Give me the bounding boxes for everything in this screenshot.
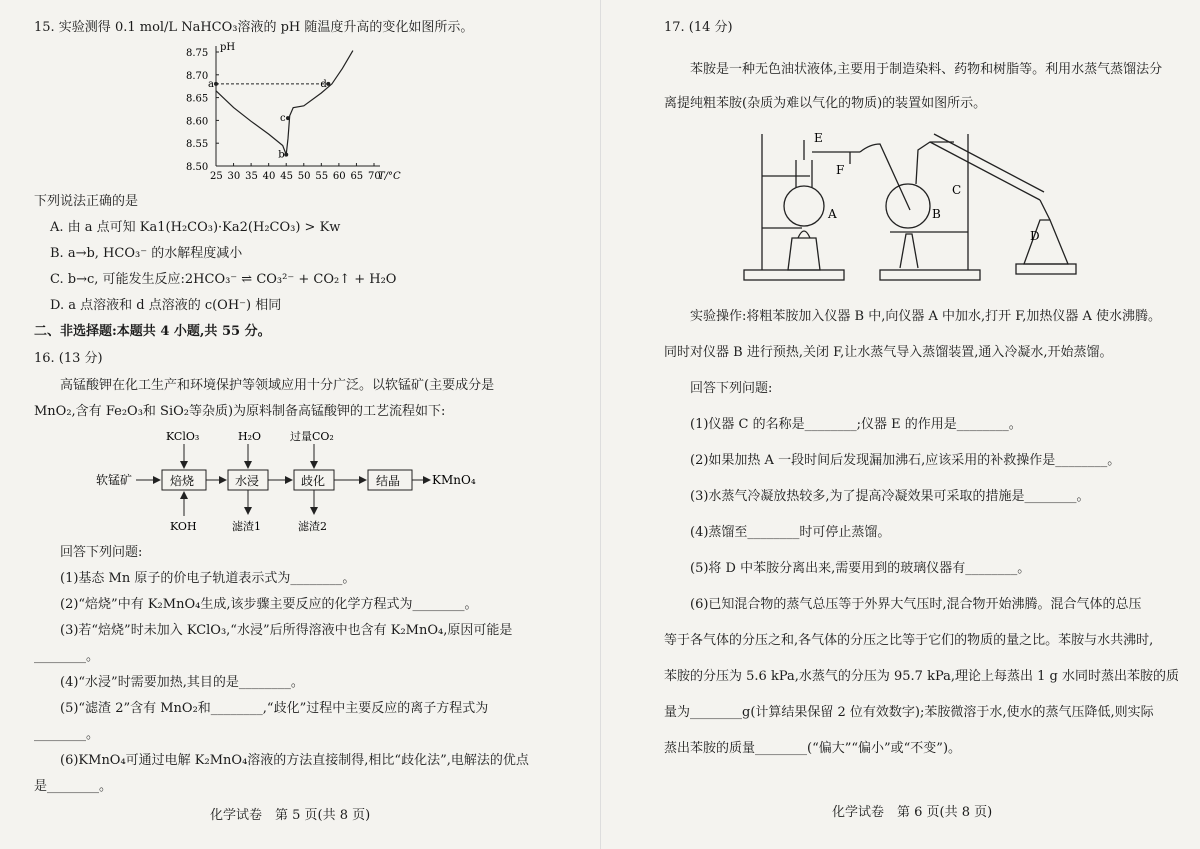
q17-sub-6-line-3: 苯胺的分压为 5.6 kPa,水蒸气的分压为 95.7 kPa,理论上每蒸出 1 g 水同时蒸出苯胺的质 bbox=[664, 669, 1179, 684]
label-e: E bbox=[814, 131, 823, 145]
q17-operation-1: 实验操作:将粗苯胺加入仪器 B 中,向仪器 A 中加水,打开 F,加热仪器 A 使水沸腾。 bbox=[690, 309, 1162, 324]
q16-sub-6: (6)KMnO₄可通过电解 K₂MnO₄溶液的方法直接制得,相比“歧化法”,电解法的优点 bbox=[60, 753, 529, 768]
point-a bbox=[214, 82, 218, 86]
label-a: A bbox=[828, 207, 837, 221]
steam-inlet-tube bbox=[860, 144, 910, 210]
steam-distillation-apparatus bbox=[740, 120, 1100, 292]
q17-sub-6-line-2: 等于各气体的分压之和,各气体的分压之比等于它们的物质的量之比。苯胺与水共沸时, bbox=[664, 633, 1154, 648]
label-c: C bbox=[952, 183, 962, 197]
y-tick-label: 8.60 bbox=[186, 116, 209, 128]
section-2-heading: 二、非选择题:本题共 4 小题,共 55 分。 bbox=[34, 324, 271, 339]
burner-a bbox=[788, 238, 820, 270]
x-tick-label: 45 bbox=[280, 171, 293, 182]
q16-para-2: MnO₂,含有 Fe₂O₃和 SiO₂等杂质)为原料制备高锰酸钾的工艺流程如下: bbox=[34, 404, 446, 419]
q17-answer-prompt: 回答下列问题: bbox=[690, 381, 773, 396]
q16-para-1: 高锰酸钾在化工生产和环境保护等领域应用十分广泛。以软锰矿(主要成分是 bbox=[60, 378, 495, 393]
x-tick-label: 30 bbox=[227, 171, 241, 182]
q16-sub-6-cont: 是________。 bbox=[34, 779, 113, 794]
flask-a bbox=[784, 186, 824, 226]
stand-base-1 bbox=[744, 270, 844, 280]
q16-sub-2: (2)“焙烧”中有 K₂MnO₄生成,该步骤主要反应的化学方程式为________。 bbox=[60, 597, 478, 612]
flow-step-roast: 焙烧 bbox=[170, 474, 195, 488]
q15-prompt: 下列说法正确的是 bbox=[34, 194, 139, 209]
q15-stem: 15. 实验测得 0.1 mol/L NaHCO₃溶液的 pH 随温度升高的变化如图所示。 bbox=[34, 20, 474, 35]
x-axis-label: T/°C bbox=[378, 171, 401, 182]
flow-step-crystallize: 结晶 bbox=[376, 474, 401, 488]
stand-base-2 bbox=[880, 270, 980, 280]
point-b bbox=[284, 153, 288, 157]
flow-top-kclo3: KClO₃ bbox=[166, 430, 200, 443]
flow-bottom-residue-1: 滤渣1 bbox=[232, 520, 261, 533]
y-tick-label: 8.75 bbox=[186, 48, 209, 59]
q16-sub-4: (4)“水浸”时需要加热,其目的是________。 bbox=[60, 675, 304, 690]
q17-para-1: 苯胺是一种无色油状液体,主要用于制造染料、药物和树脂等。利用水蒸气蒸馏法分 bbox=[690, 62, 1163, 77]
point-c bbox=[286, 116, 290, 120]
q17-sub-3: (3)水蒸气冷凝放热较多,为了提高冷凝效果可采取的措施是________。 bbox=[690, 489, 1090, 504]
label-f: F bbox=[836, 163, 845, 177]
q16-heading: 16. (13 分) bbox=[34, 351, 103, 366]
q15-option-d: D. a 点溶液和 d 点溶液的 c(OH⁻) 相同 bbox=[50, 298, 282, 313]
x-tick-label: 55 bbox=[315, 171, 329, 182]
x-tick-label: 25 bbox=[210, 171, 223, 182]
q17-sub-1: (1)仪器 C 的名称是________;仪器 E 的作用是________。 bbox=[690, 417, 1022, 432]
q15-option-b: B. a→b, HCO₃⁻ 的水解程度减小 bbox=[50, 246, 243, 261]
adapter bbox=[1040, 200, 1050, 220]
right-page-footer: 化学试卷 第 6 页(共 8 页) bbox=[832, 805, 993, 820]
flow-output-kmno4: KMnO₄ bbox=[432, 473, 476, 487]
flow-step-leach: 水浸 bbox=[235, 474, 260, 488]
q17-sub-6-line-4: 量为________g(计算结果保留 2 位有效数字);苯胺微溶于水,使水的蒸气压降低,则实际 bbox=[664, 705, 1154, 720]
flow-top-water: H₂O bbox=[238, 430, 262, 443]
condenser-c bbox=[930, 142, 1040, 200]
flow-input-ore: 软锰矿 bbox=[96, 473, 133, 487]
q17-sub-6-line-5: 蒸出苯胺的质量________(“偏大”“偏小”或“不变”)。 bbox=[664, 741, 962, 756]
flow-bottom-residue-2: 滤渣2 bbox=[298, 520, 327, 533]
q17-sub-2: (2)如果加热 A 一段时间后发现漏加沸石,应该采用的补救操作是________。 bbox=[690, 453, 1121, 468]
x-tick-label: 70 bbox=[368, 171, 381, 182]
label-b: B bbox=[932, 207, 941, 221]
x-tick-label: 40 bbox=[262, 171, 276, 182]
y-tick-label: 8.65 bbox=[186, 93, 209, 105]
point-label-d: d bbox=[320, 78, 327, 90]
q16-sub-5: (5)“滤渣 2”含有 MnO₂和________,“歧化”过程中主要反应的离子方程式为 bbox=[60, 701, 489, 716]
y-tick-label: 8.50 bbox=[186, 162, 209, 173]
point-label-b: b bbox=[278, 149, 285, 161]
ph-chart bbox=[178, 40, 408, 190]
q16-sub-3-cont: ________。 bbox=[34, 649, 100, 664]
flow-step-disproportionation: 歧化 bbox=[301, 474, 326, 488]
q15-option-c: C. b→c, 可能发生反应:2HCO₃⁻ ⇌ CO₃²⁻ + CO₂↑ + H₂O bbox=[50, 272, 397, 287]
page-divider bbox=[600, 0, 601, 849]
x-tick-label: 65 bbox=[350, 171, 364, 182]
distillation-head bbox=[916, 142, 954, 184]
y-axis-label: pH bbox=[220, 42, 236, 53]
q15-option-a: A. 由 a 点可知 Ka1(H₂CO₃)·Ka2(H₂CO₃) > Kw bbox=[50, 220, 341, 235]
flame-a bbox=[798, 231, 810, 238]
point-label-a: a bbox=[208, 78, 214, 90]
point-d bbox=[326, 82, 330, 86]
q16-sub-3: (3)若“焙烧”时未加入 KClO₃,“水浸”后所得溶液中也含有 K₂MnO₄,原因可能是 bbox=[60, 623, 513, 638]
q17-operation-2: 同时对仪器 B 进行预热,关闭 F,让水蒸气导入蒸馏装置,通入冷凝水,开始蒸馏。 bbox=[664, 345, 1113, 360]
left-page-footer: 化学试卷 第 5 页(共 8 页) bbox=[210, 808, 371, 823]
x-tick-label: 60 bbox=[332, 171, 346, 182]
point-label-c: c bbox=[279, 113, 286, 125]
process-flow-diagram bbox=[90, 428, 510, 540]
condenser-c bbox=[934, 134, 1044, 192]
q17-heading: 17. (14 分) bbox=[664, 20, 733, 35]
flow-bottom-koh: KOH bbox=[170, 520, 197, 533]
q17-sub-5: (5)将 D 中苯胺分离出来,需要用到的玻璃仪器有________。 bbox=[690, 561, 1031, 576]
q16-sub-1: (1)基态 Mn 原子的价电子轨道表示式为________。 bbox=[60, 571, 356, 586]
y-tick-label: 8.55 bbox=[186, 139, 209, 151]
q17-para-2: 离提纯粗苯胺(杂质为难以气化的物质)的装置如图所示。 bbox=[664, 96, 987, 111]
label-d: D bbox=[1030, 229, 1040, 243]
burner-b bbox=[900, 234, 918, 268]
x-tick-label: 35 bbox=[245, 171, 258, 182]
x-tick-label: 50 bbox=[297, 171, 311, 182]
q17-sub-4: (4)蒸馏至________时可停止蒸馏。 bbox=[690, 525, 891, 540]
receiver-stand bbox=[1016, 264, 1076, 274]
flow-top-co2: 过量CO₂ bbox=[290, 430, 334, 443]
q16-answer-prompt: 回答下列问题: bbox=[60, 545, 143, 560]
ph-series-line bbox=[216, 51, 353, 155]
q16-sub-5-cont: ________。 bbox=[34, 727, 100, 742]
q17-sub-6: (6)已知混合物的蒸气总压等于外界大气压时,混合物开始沸腾。混合气体的总压 bbox=[690, 597, 1142, 612]
y-tick-label: 8.70 bbox=[186, 70, 209, 82]
